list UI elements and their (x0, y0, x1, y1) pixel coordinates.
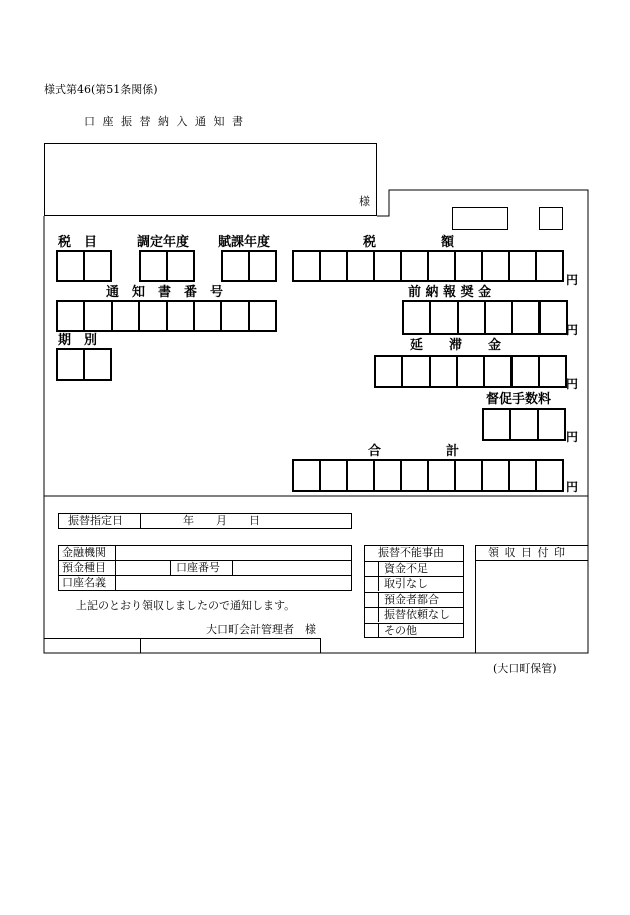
label-period: 期 別 (58, 333, 98, 348)
receipt-stamp-header: 領 収 日 付 印 (488, 546, 566, 559)
total-cell[interactable] (481, 459, 510, 492)
notice-number-cell[interactable] (220, 300, 249, 332)
failure-reason-checkbox[interactable] (378, 607, 379, 622)
yen-total: 円 (566, 480, 579, 494)
label-notice-number: 通 知 書 番 号 (106, 285, 224, 300)
period-cell[interactable] (56, 348, 85, 381)
late-fee-cell[interactable] (511, 355, 540, 388)
label-reminder-fee: 督促手数料 (486, 392, 552, 407)
bank-label: 金融機関 (62, 546, 106, 559)
tax-amount-cell[interactable] (319, 250, 348, 282)
notice-number-cell[interactable] (248, 300, 277, 332)
failure-reason-checkbox[interactable] (378, 576, 379, 591)
failure-reason-item: 取引なし (384, 577, 428, 591)
label-prepayment-reward: 前 納 報 奨 金 (408, 285, 492, 300)
yen-prepayment: 円 (566, 323, 579, 337)
reminder-fee-cell[interactable] (482, 408, 511, 441)
failure-reason-checkbox[interactable] (378, 561, 379, 576)
form-number: 様式第46(第51条関係) (44, 83, 158, 96)
prepayment-reward-cell[interactable] (457, 300, 486, 335)
tax-amount-cell[interactable] (346, 250, 375, 282)
prepayment-reward-cell[interactable] (484, 300, 513, 335)
deposit-type-label: 預金種目 (62, 561, 106, 574)
prepayment-reward-cell[interactable] (402, 300, 431, 335)
label-total: 合 計 (368, 444, 460, 459)
assessment-year-cell[interactable] (166, 250, 195, 282)
assessment-year-cell[interactable] (139, 250, 168, 282)
code-box-1[interactable] (452, 207, 508, 230)
total-cell[interactable] (292, 459, 321, 492)
addressee-honorific: 様 (359, 195, 370, 208)
yen-late-fee: 円 (566, 377, 579, 391)
late-fee-cell[interactable] (374, 355, 403, 388)
late-fee-cell[interactable] (401, 355, 430, 388)
total-cell[interactable] (427, 459, 456, 492)
prepayment-reward-cell[interactable] (511, 300, 540, 335)
failure-reason-item: 預金者都合 (384, 592, 439, 606)
total-cell[interactable] (373, 459, 402, 492)
yen-tax-amount: 円 (566, 273, 579, 287)
total-cell[interactable] (319, 459, 348, 492)
prepayment-reward-cell[interactable] (429, 300, 458, 335)
late-fee-cell[interactable] (456, 355, 485, 388)
late-fee-cell[interactable] (483, 355, 512, 388)
failure-reason-item: その他 (384, 623, 417, 637)
notice-number-cell[interactable] (111, 300, 140, 332)
failure-reason-item: 資金不足 (384, 562, 428, 575)
label-late-fee: 延 滞 金 (410, 338, 502, 353)
account-number-label: 口座番号 (176, 561, 220, 574)
label-tax-amount: 税 額 (363, 235, 455, 250)
total-cell[interactable] (346, 459, 375, 492)
tax-item-cell[interactable] (83, 250, 112, 282)
transfer-date-label: 振替指定日 (68, 514, 123, 527)
receipt-stamp-area[interactable] (476, 561, 587, 652)
notice-number-cell[interactable] (83, 300, 112, 332)
period-cell[interactable] (83, 348, 112, 381)
levy-year-cell[interactable] (248, 250, 277, 282)
late-fee-cell[interactable] (538, 355, 567, 388)
failure-reason-checkbox[interactable] (378, 592, 379, 607)
tax-amount-cell[interactable] (454, 250, 483, 282)
notice-number-cell[interactable] (56, 300, 85, 332)
label-tax-item: 税 目 (58, 235, 98, 250)
levy-year-cell[interactable] (221, 250, 250, 282)
late-fee-cell[interactable] (429, 355, 458, 388)
tax-amount-cell[interactable] (535, 250, 564, 282)
label-levy-year: 賦課年度 (218, 235, 271, 250)
form-title: 口 座 振 替 納 入 通 知 書 (84, 115, 245, 128)
yen-reminder-fee: 円 (566, 430, 579, 444)
reminder-fee-cell[interactable] (537, 408, 566, 441)
tax-amount-cell[interactable] (373, 250, 402, 282)
prepayment-reward-cell[interactable] (539, 300, 568, 335)
notice-number-cell[interactable] (138, 300, 167, 332)
account-name-label: 口座名義 (62, 576, 106, 589)
tax-amount-cell[interactable] (508, 250, 537, 282)
failure-reasons-header: 振替不能事由 (378, 546, 444, 559)
reminder-fee-cell[interactable] (509, 408, 538, 441)
tax-amount-cell[interactable] (292, 250, 321, 282)
tax-item-cell[interactable] (56, 250, 85, 282)
retention-note: (大口町保管) (493, 662, 557, 675)
notice-number-cell[interactable] (166, 300, 195, 332)
total-cell[interactable] (400, 459, 429, 492)
total-cell[interactable] (508, 459, 537, 492)
total-cell[interactable] (535, 459, 564, 492)
failure-reason-item: 振替依頼なし (384, 608, 450, 622)
code-box-2[interactable] (539, 207, 563, 230)
signatory: 大口町会計管理者 様 (206, 623, 316, 636)
transfer-date-value[interactable]: 年 月 日 (183, 514, 260, 527)
tax-amount-cell[interactable] (400, 250, 429, 282)
tax-amount-cell[interactable] (481, 250, 510, 282)
failure-reason-checkbox[interactable] (378, 623, 379, 638)
label-assessment-year: 調定年度 (137, 235, 190, 250)
total-cell[interactable] (454, 459, 483, 492)
notice-number-cell[interactable] (193, 300, 222, 332)
received-note: 上記のとおり領収しましたので通知します。 (76, 599, 296, 612)
tax-amount-cell[interactable] (427, 250, 456, 282)
